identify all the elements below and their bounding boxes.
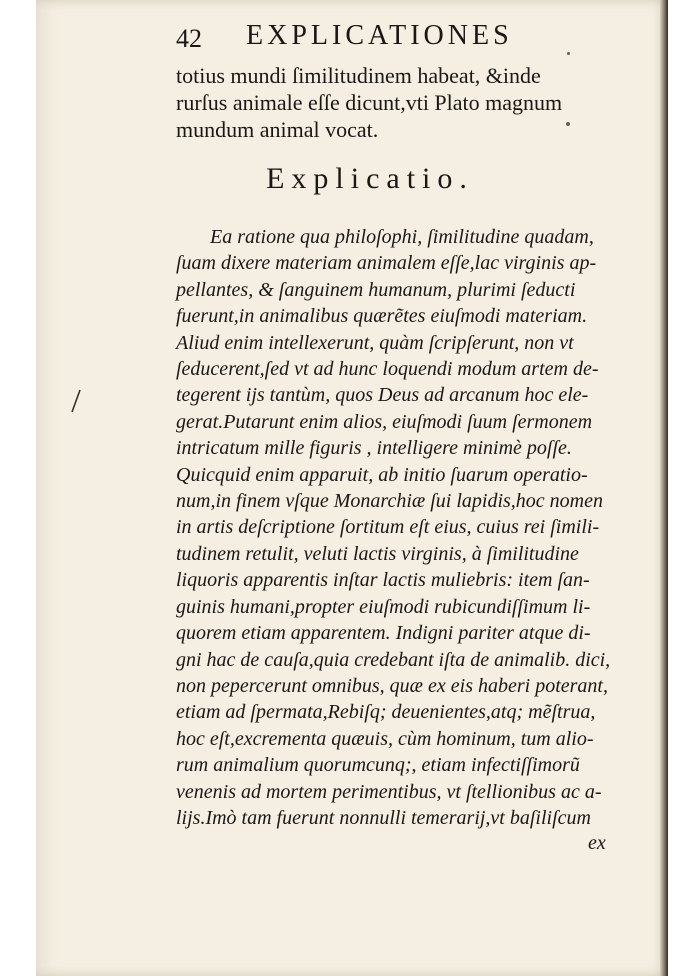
page-number: 42 [176, 24, 202, 53]
body-line: etiam ad ſpermata,Rebiſq; deuenientes,atq; mẽſtrua, [176, 701, 596, 724]
body-line: pellantes, & ſanguinem humanum, plurimi ſeducti [176, 278, 576, 301]
body-line: tegerent ijs tantùm, quos Deus ad arcanum hoc ele- [176, 384, 589, 407]
body-line: num,in finem vſque Monarchiæ ſui lapidis,hoc nomen [176, 490, 603, 513]
body-line: intricatum mille figuris , intelligere minimè poſſe. [176, 437, 572, 460]
catchword: ex [588, 832, 606, 854]
body-line: hoc eſt,excrementa quæuis, cùm hominum, tum alio- [176, 727, 594, 750]
body-line: venenis ad mortem perimentibus, vt ſtellionibus ac a- [176, 780, 602, 803]
body-line: gni hac de cauſa,quia credebant iſta de animalib. dici, [176, 648, 611, 671]
body-line: lijs.Imò tam fuerunt nonnulli temerarij,vt baſiliſcum [176, 806, 591, 829]
body-line: ſuam dixere materiam animalem eſſe,lac virginis ap- [176, 252, 597, 275]
intro-line: rurſus animale eſſe dicunt,vti Plato magnum [176, 90, 563, 115]
intro-line: mundum animal vocat. [176, 117, 379, 142]
body-line: guinis humani,propter eiuſmodi rubicundiſſimum li- [176, 595, 591, 618]
body-line: liquoris apparentis inſtar lactis muliebris: item ſan- [176, 569, 590, 592]
intro-line: totius mundi ſimilitudinem habeat, &inde [176, 63, 541, 88]
body-line: tudinem retulit, veluti lactis virginis, à ſimilitudine [176, 542, 579, 565]
body-line: fuerunt,in animalibus quærẽtes eiuſmodi materiam. [176, 305, 588, 328]
running-head: EXPLICATIONES [246, 20, 513, 51]
body-line: Aliud enim intellexerunt, quàm ſcripſerunt, non vt [176, 331, 574, 354]
body-line: rum animalium quorumcunq;, etiam infectiſſimorũ [176, 754, 580, 777]
intro-paragraph [176, 62, 626, 143]
page-gutter [660, 0, 668, 976]
margin-pen-mark [66, 388, 86, 414]
body-line: quorem etiam apparentem. Indigni pariter atque di- [176, 622, 591, 645]
ink-speck [566, 122, 570, 126]
body-line: in artis deſcriptione ſortitum eſt eius, cuius rei ſimili- [176, 516, 600, 539]
body-line: gerat.Putarunt enim alios, eiuſmodi ſuum ſermonem [176, 410, 593, 433]
body-line: non pepercerunt omnibus, quæ ex eis haberi poterant, [176, 674, 608, 697]
section-title: Explicatio. [266, 162, 474, 195]
body-line: ſeducerent,ſed vt ad hunc loquendi modum artem de- [176, 358, 599, 381]
body-line: Ea ratione qua philoſophi, ſimilitudine quadam, [210, 226, 594, 248]
page-header [176, 20, 626, 60]
body-line: Quicquid enim apparuit, ab initio ſuarum operatio- [176, 463, 588, 486]
ink-speck [567, 52, 570, 55]
body-paragraph [176, 224, 626, 831]
